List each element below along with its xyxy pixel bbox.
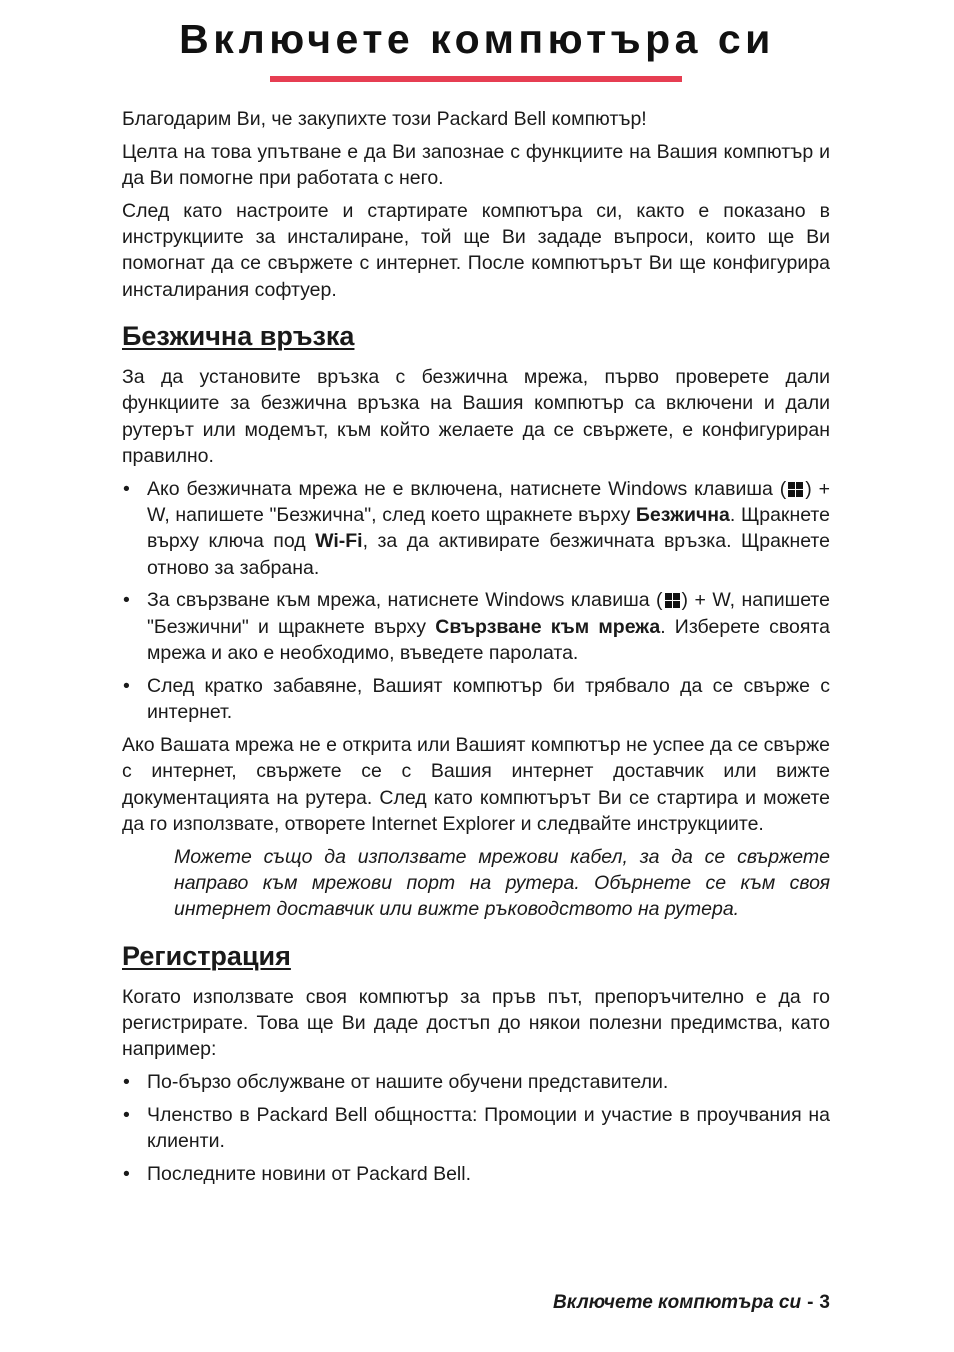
title-underline-rule (270, 76, 682, 82)
section-heading-wireless: Безжична връзка (122, 321, 355, 352)
wireless-paragraph: За да установите връзка с безжична мрежа, първо проверете дали функциите за безжична връзка на Вашия компютър са включени и дали рутерът или модемът, към който желаете да се свържете, е конфигуриран правилно. (122, 366, 830, 467)
list-item: • По-бързо обслужване от нашите обучени представители. (122, 1069, 830, 1095)
ui-term-bold: Безжична (635, 504, 730, 527)
list-item: • Последните новини от Packard Bell. (122, 1161, 830, 1187)
windows-logo-icon (665, 593, 680, 608)
registration-benefits-list (122, 1069, 830, 1187)
page-number: 3 (819, 1292, 830, 1313)
list-item-text: ) + W, напишете "Безжична", след което щракнете върху (147, 477, 830, 527)
list-item (122, 476, 830, 581)
list-item: • Членство в Packard Bell общността: Промоции и участие в проучвания на клиенти. (122, 1102, 830, 1155)
page-title: Включете компютъра си (179, 16, 775, 62)
ui-term-bold: Wi-Fi (315, 530, 363, 553)
list-item-text: . Щракнете върху ключа под (147, 504, 830, 553)
wireless-paragraph: Ако Вашата мрежа не е открита или Вашият компютър не успее да се свърже с интернет, свържете се с Вашия интернет доставчик или вижте документацията на рутера. След като компютърът Ви се стартира и можете да го използвате, отворете Internet Explorer и следвайте инструкциите. (122, 733, 831, 835)
wireless-steps-list (122, 476, 830, 726)
footer-title: Включете компютъра си (553, 1292, 802, 1313)
intro-paragraph: След като настроите и стартирате компютъра си, както е показано в инструкциите за инсталиране, той ще Ви зададе въпроси, които ще Ви помогнат да се свържете с интернет. После компютърът Ви ще конфигурира инсталирания софтуер. (122, 199, 830, 301)
list-item-text: За свързване към мрежа, натиснете Windows клавиша ( (147, 589, 663, 612)
list-item-text: , за да активирате безжичната връзка. Щракнете отново за забрана. (147, 530, 830, 579)
windows-logo-icon (788, 482, 803, 497)
ui-term-bold: Свързване към мрежа (435, 615, 661, 638)
list-item (122, 587, 830, 666)
page-footer (553, 1292, 830, 1314)
list-item-text: ) + W, напишете "Безжични" и щракнете върху (147, 589, 830, 638)
footer-separator: - (807, 1292, 814, 1313)
main-content (122, 106, 830, 1194)
list-item: • След кратко забавяне, Вашият компютър би трябвало да се свърже с интернет. (122, 673, 830, 726)
intro-paragraph: Благодарим Ви, че закупихте този Packard Bell компютър! (122, 108, 647, 130)
intro-paragraph: Целта на това упътване е да Ви запознае с функциите на Вашия компютър и да Ви помогне при работата с него. (122, 140, 830, 190)
list-item-text: . Изберете своята мрежа и ако е необходимо, въведете паролата. (147, 615, 830, 665)
section-heading-registration: Регистрация (122, 940, 291, 971)
list-item-text: Ако безжичната мрежа не е включена, натиснете Windows клавиша ( (147, 477, 787, 500)
registration-paragraph: Когато използвате своя компютър за пръв път, препоръчително е да го регистрирате. Това ще Ви даде достъп до някои полезни предимства, като например: (122, 985, 830, 1061)
note-paragraph: Можете също да използвате мрежови кабел, за да се свържете направо към мрежови порт на рутера. Обърнете се към своя интернет доставчик или вижте ръководството на рутера. (174, 845, 830, 921)
